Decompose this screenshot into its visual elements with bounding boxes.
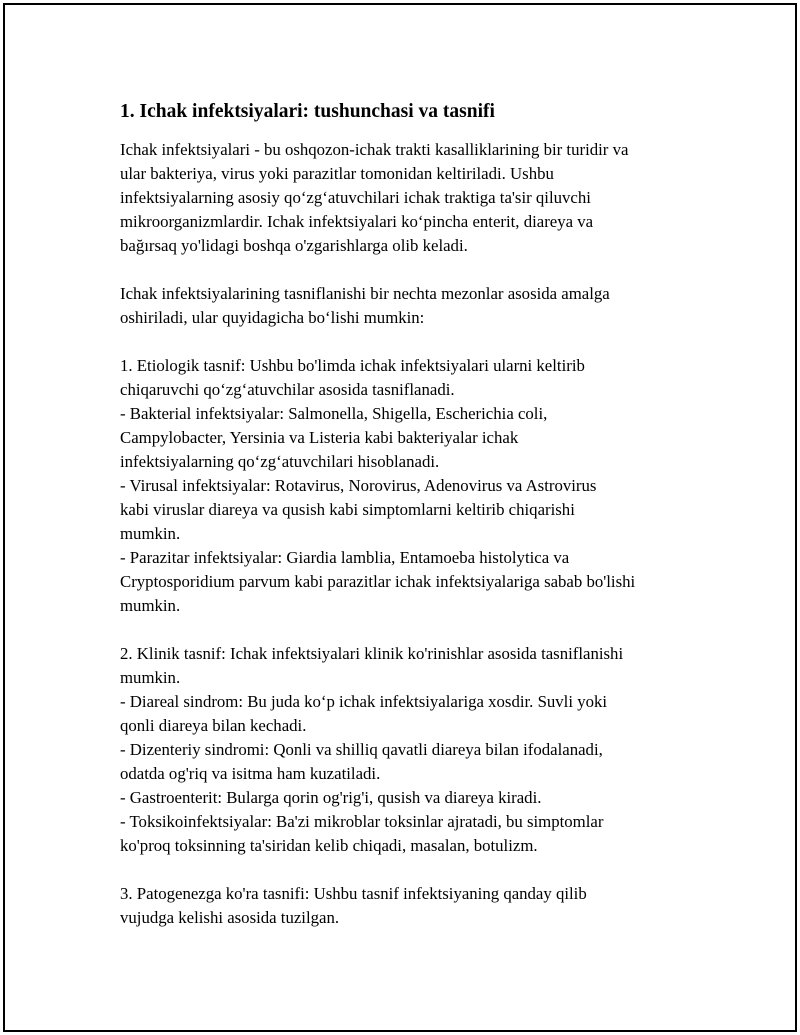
document-body (120, 100, 700, 930)
paragraph-etiologic-classification: 1. Etiologik tasnif: Ushbu bo'limda ichak infektsiyalari ularni keltirib chiqaruvchi qo‘zg‘atuvchilar asosida tasniflanadi. - Bakterial infektsiyalar: Salmonella, Shigella, Escherichia coli, Campylobacter, Yersinia va Listeria kabi bakteriyalar ichak infektsiyalarning qo‘zg‘atuvchilari hisoblanadi. - Virusal infektsiyalar: Rotavirus, Norovirus, Adenovirus va Astrovirus kabi viruslar diareya va qusish kabi simptomlarni keltirib chiqarishi mumkin. - Parazitar infektsiyalar: Giardia lamblia, Entamoeba histolytica va Cryptosporidium parvum kabi parazitlar ichak infektsiyalariga sabab bo'lishi mumkin. (120, 356, 636, 615)
paragraph-clinical-classification: 2. Klinik tasnif: Ichak infektsiyalari klinik ko'rinishlar asosida tasniflanishi mumkin. - Diareal sindrom: Bu juda ko‘p ichak infektsiyalariga xosdir. Suvli yoki qonli diareya bilan kechadi. - Dizenteriy sindromi: Qonli va shilliq qavatli diareya bilan ifodalanadi, odatda og'riq va isitma ham kuzatiladi. - Gastroenterit: Bularga qorin og'rig'i, qusish va diareya kiradi. - Toksikoinfektsiyalar: Ba'zi mikroblar toksinlar ajratadi, bu simptomlar ko'proq toksinning ta'siridan kelib chiqadi, masalan, botulizm. (120, 644, 624, 855)
section-heading: 1. Ichak infektsiyalari: tushunchasi va tasnifi (120, 101, 495, 122)
paragraph-definition: Ichak infektsiyalari - bu oshqozon-ichak trakti kasalliklarining bir turidir va ular bakteriya, virus yoki parazitlar tomonidan keltiriladi. Ushbu infektsiyalarning asosiy qo‘zg‘atuvchilari ichak traktiga ta'sir qiluvchi mikroorganizmlardir. Ichak infektsiyalari ko‘pincha enterit, diareya va bağırsaq yo'lidagi boshqa o'zgarishlarga olib keladi. (120, 140, 629, 255)
page-frame (3, 3, 797, 1032)
paragraph-classification-intro: Ichak infektsiyalarining tasniflanishi bir nechta mezonlar asosida amalga oshiriladi, ular quyidagicha bo‘lishi mumkin: (120, 284, 610, 327)
paragraph-pathogenesis-classification: 3. Patogenezga ko'ra tasnifi: Ushbu tasnif infektsiyaning qanday qilib vujudga kelishi asosida tuzilgan. (120, 884, 587, 927)
